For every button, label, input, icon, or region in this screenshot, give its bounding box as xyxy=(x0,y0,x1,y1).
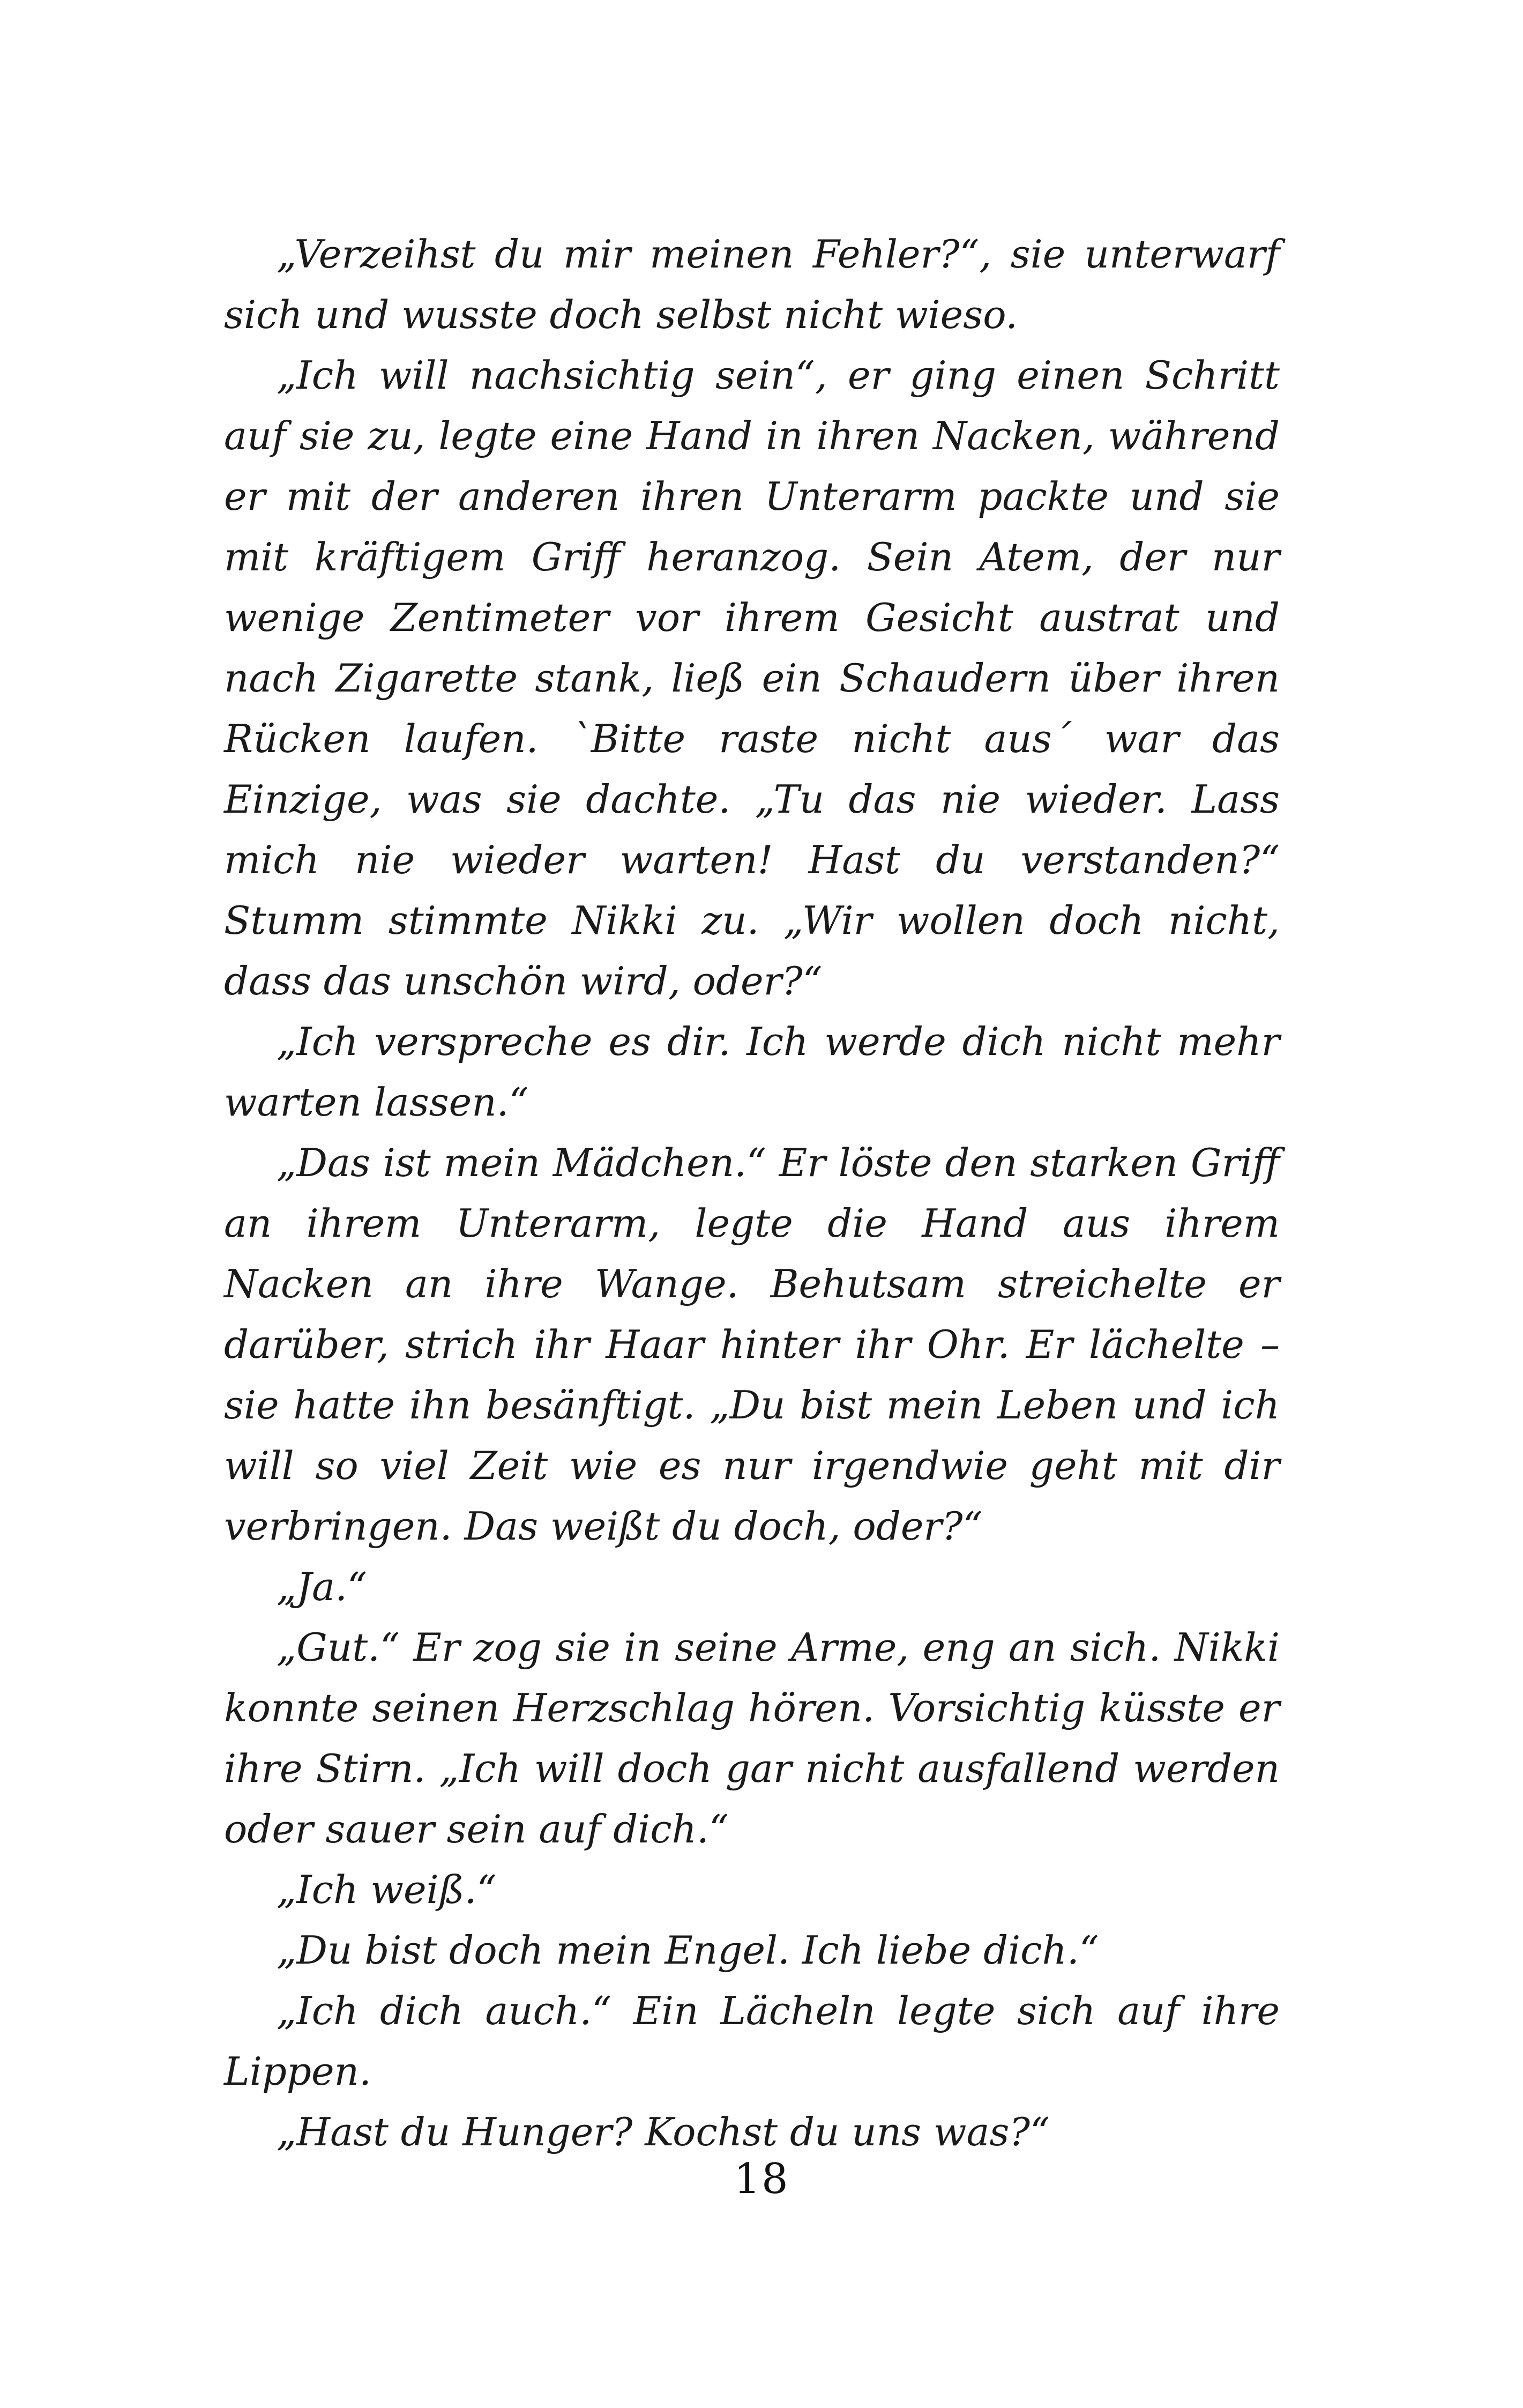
body-text xyxy=(224,224,1280,2162)
paragraph: „Du bist doch mein Engel. Ich liebe dich.“ xyxy=(277,1928,1099,1973)
paragraph: „Gut.“ Er zog sie in seine Arme, eng an sich. Nikki konnte seinen Herzschlag hören. Vorsichtig küsste er ihre Stirn. „Ich will doch gar nicht ausfallend werden oder sauer sein auf dich.“ xyxy=(224,1625,1280,1852)
paragraph: „Ich will nachsichtig sein“, er ging einen Schritt auf sie zu, legte eine Hand in ihren Nacken, während er mit der anderen ihren Unterarm packte und sie mit kräftigem Griff heranzog. Sein Atem, der nur wenige Zentimeter vor ihrem Gesicht austrat und nach Zigarette stank, ließ ein Schaudern über ihren Rücken laufen. `Bitte raste nicht aus´ war das Einzige, was sie dachte. „Tu das nie wieder. Lass mich nie wieder warten! Hast du verstanden?“ Stumm stimmte Nikki zu. „Wir wollen doch nicht, dass das unschön wird, oder?“ xyxy=(224,353,1280,1004)
paragraph: „Verzeihst du mir meinen Fehler?“, sie unterwarf sich und wusste doch selbst nicht wieso. xyxy=(224,232,1280,337)
paragraph: „Ja.“ xyxy=(277,1564,367,1609)
paragraph: „Ich verspreche es dir. Ich werde dich nicht mehr warten lassen.“ xyxy=(224,1019,1280,1125)
paragraph: „Das ist mein Mädchen.“ Er löste den starken Griff an ihrem Unterarm, legte die Hand aus ihrem Nacken an ihre Wange. Behutsam streichelte er darüber, strich ihr Haar hinter ihr Ohr. Er lächelte – sie hatte ihn besänftigt. „Du bist mein Leben und ich will so viel Zeit wie es nur irgendwie geht mit dir verbringen. Das weißt du doch, oder?“ xyxy=(224,1140,1280,1549)
paragraph: „Ich weiß.“ xyxy=(277,1867,497,1912)
paragraph: „Ich dich auch.“ Ein Lächeln legte sich auf ihre Lippen. xyxy=(224,1988,1280,2094)
paragraph: „Hast du Hunger? Kochst du uns was?“ xyxy=(277,2109,1050,2154)
page-number: 18 xyxy=(734,2155,789,2203)
